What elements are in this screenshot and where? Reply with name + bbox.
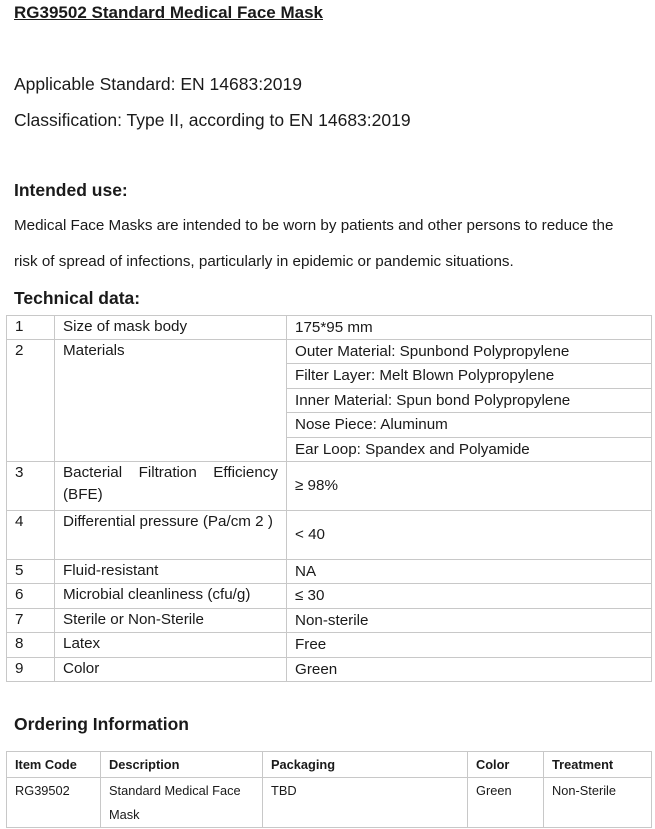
column-header: Item Code <box>7 752 101 778</box>
item-code-cell: RG39502 <box>7 778 101 828</box>
intended-use-line-2: risk of spread of infections, particularly in epidemic or pandemic situations. <box>14 253 514 270</box>
table-row <box>7 609 652 633</box>
column-header: Color <box>468 752 544 778</box>
row-number: 6 <box>7 584 55 609</box>
document-title: RG39502 Standard Medical Face Mask <box>14 3 323 22</box>
table-row <box>7 316 652 340</box>
row-value: Green <box>287 658 652 682</box>
row-item: Bacterial Filtration Efficiency (BFE) <box>55 462 287 511</box>
technical-data-table <box>6 315 652 682</box>
table-header-row <box>7 752 652 778</box>
row-value: < 40 <box>287 511 652 560</box>
row-value: NA <box>287 560 652 584</box>
row-item: Fluid-resistant <box>55 560 287 584</box>
row-value: Filter Layer: Melt Blown Polypropylene <box>287 364 652 389</box>
row-number: 5 <box>7 560 55 584</box>
table-row <box>7 584 652 609</box>
classification: Classification: Type II, according to EN 14683:2019 <box>14 110 411 130</box>
table-row <box>7 778 652 828</box>
ordering-table <box>6 751 652 828</box>
row-item: Size of mask body <box>55 316 287 340</box>
ordering-information-heading: Ordering Information <box>14 714 189 734</box>
row-number: 1 <box>7 316 55 340</box>
table-row <box>7 633 652 658</box>
intended-use-heading: Intended use: <box>14 180 128 200</box>
column-header: Description <box>101 752 263 778</box>
table-row <box>7 462 652 511</box>
technical-data-heading: Technical data: <box>14 288 141 308</box>
row-item: Sterile or Non-Sterile <box>55 609 287 633</box>
row-value: Outer Material: Spunbond Polypropylene <box>287 340 652 364</box>
column-header: Packaging <box>263 752 468 778</box>
row-value: Ear Loop: Spandex and Polyamide <box>287 438 652 462</box>
row-item: Latex <box>55 633 287 658</box>
intended-use-line-1: Medical Face Masks are intended to be worn by patients and other persons to reduce the <box>14 217 614 234</box>
description-cell: Standard Medical Face Mask <box>101 778 263 828</box>
column-header: Treatment <box>544 752 652 778</box>
row-value: ≥ 98% <box>287 462 652 511</box>
row-number: 8 <box>7 633 55 658</box>
row-value: Non-sterile <box>287 609 652 633</box>
row-value: Free <box>287 633 652 658</box>
row-value: Inner Material: Spun bond Polypropylene <box>287 389 652 413</box>
row-item: Materials <box>55 340 287 462</box>
table-row <box>7 560 652 584</box>
row-item: Color <box>55 658 287 682</box>
row-number: 7 <box>7 609 55 633</box>
table-row <box>7 658 652 682</box>
row-number: 9 <box>7 658 55 682</box>
treatment-cell: Non-Sterile <box>544 778 652 828</box>
row-number: 4 <box>7 511 55 560</box>
table-row <box>7 340 652 364</box>
row-item: Microbial cleanliness (cfu/g) <box>55 584 287 609</box>
packaging-cell: TBD <box>263 778 468 828</box>
table-row <box>7 511 652 560</box>
row-value: Nose Piece: Aluminum <box>287 413 652 438</box>
row-value: ≤ 30 <box>287 584 652 609</box>
row-number: 2 <box>7 340 55 462</box>
row-item: Differential pressure (Pa/cm 2 ) <box>55 511 287 560</box>
color-cell: Green <box>468 778 544 828</box>
row-value: 175*95 mm <box>287 316 652 340</box>
row-number: 3 <box>7 462 55 511</box>
applicable-standard: Applicable Standard: EN 14683:2019 <box>14 74 302 94</box>
